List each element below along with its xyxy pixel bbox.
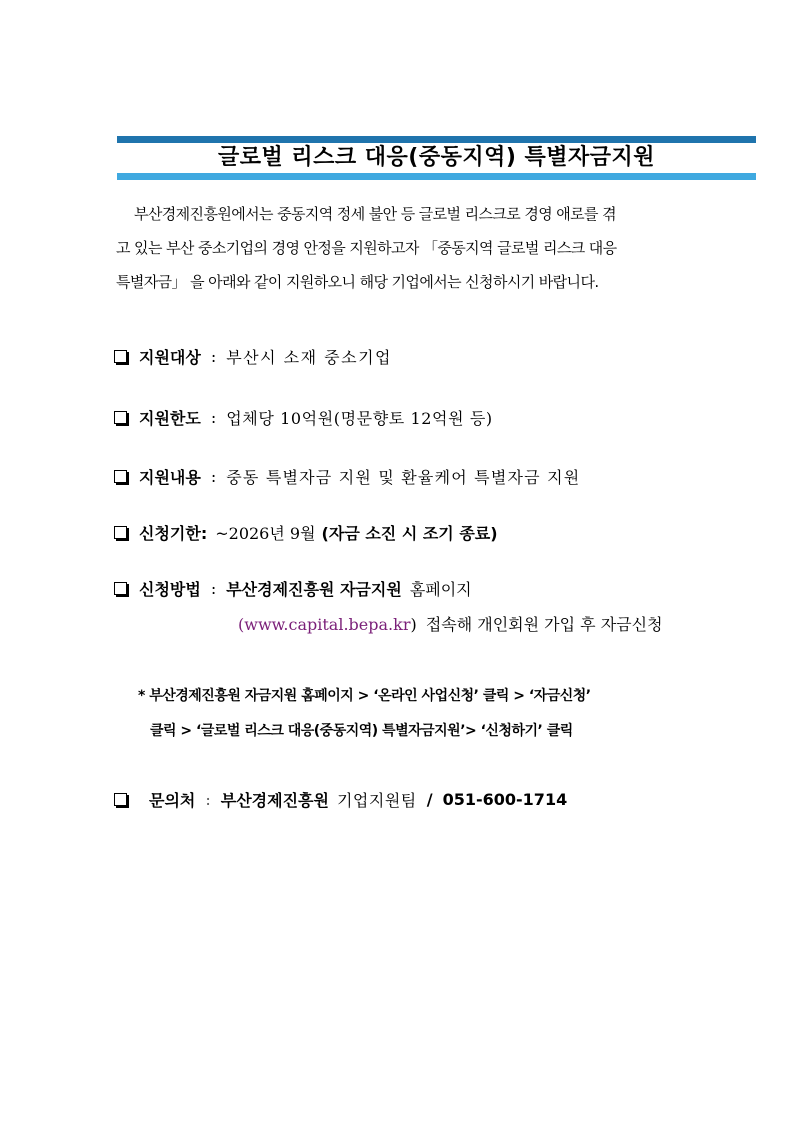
method-url-line: [238, 612, 663, 635]
note-line-2: 클릭 > ‘글로벌 리스크 대응(중동지역) 특별자금지원’> ‘신청하기’ 클릭: [150, 723, 573, 739]
item-label: 지원내용: [139, 468, 201, 487]
intro-line: 고 있는 부산 중소기업의 경영 안정을 지원하고자 「중동지역 글로벌 리스크 대응: [116, 239, 617, 257]
intro-line: 부산경제진흥원에서는 중동지역 정세 불안 등 글로벌 리스크로 경영 애로를 겪: [134, 205, 616, 223]
note-line-1: * 부산경제진흥원 자금지원 홈페이지 > ‘온라인 사업신청’ 클릭 > ‘자금신청’: [138, 688, 591, 704]
item-value-emphasis: 부산경제진흥원 자금지원: [226, 580, 402, 599]
colon: :: [210, 467, 217, 486]
colon: :: [210, 579, 217, 598]
title-bar-top: [117, 136, 756, 143]
contact-separator: /: [426, 790, 433, 809]
item-value: ~2026년 9월: [215, 524, 316, 543]
url-close-paren: ): [410, 615, 417, 634]
contact-org: 부산경제진흥원: [220, 791, 329, 810]
item-value: 접속해 개인회원 가입 후 자금신청: [425, 615, 663, 634]
item-target: [114, 345, 392, 368]
item-label: 지원한도: [139, 409, 201, 428]
checkbox-icon: [114, 411, 127, 424]
checkbox-icon: [114, 470, 127, 483]
contact-phone: 051-600-1714: [442, 790, 568, 809]
item-limit: [114, 406, 493, 429]
contact-team: 기업지원팀: [336, 791, 417, 810]
title-bar-bottom: [117, 173, 756, 180]
intro-paragraph: [116, 197, 686, 299]
item-value: 부산시 소재 중소기업: [226, 348, 392, 367]
checkbox-icon: [114, 526, 127, 539]
item-period: [114, 521, 498, 544]
website-link[interactable]: (www.capital.bepa.kr: [238, 615, 411, 634]
item-value: 업체당 10억원(명문향토 12억원 등): [226, 409, 493, 428]
item-value: 중동 특별자금 지원 및 환율케어 특별자금 지원: [226, 468, 581, 487]
item-label: 지원대상: [139, 348, 201, 367]
page-title: 글로벌 리스크 대응(중동지역) 특별자금지원: [217, 145, 656, 170]
colon: :: [205, 790, 211, 809]
item-label: 신청기한:: [139, 524, 208, 543]
colon: :: [210, 347, 217, 366]
item-label: 신청방법: [139, 580, 201, 599]
colon: :: [210, 408, 217, 427]
checkbox-icon: [114, 582, 127, 595]
item-value-emphasis: (자금 소진 시 조기 종료): [321, 524, 498, 543]
item-value: 홈페이지: [409, 580, 472, 599]
item-content: [114, 465, 580, 488]
item-label: 문의처: [149, 791, 196, 810]
intro-line: 특별자금」 을 아래와 같이 지원하오니 해당 기업에서는 신청하시기 바랍니다.: [116, 273, 599, 291]
checkbox-icon: [114, 793, 127, 806]
item-method: [114, 577, 472, 600]
title-band: [117, 136, 756, 180]
checkbox-icon: [114, 350, 127, 363]
item-contact: [114, 788, 567, 811]
